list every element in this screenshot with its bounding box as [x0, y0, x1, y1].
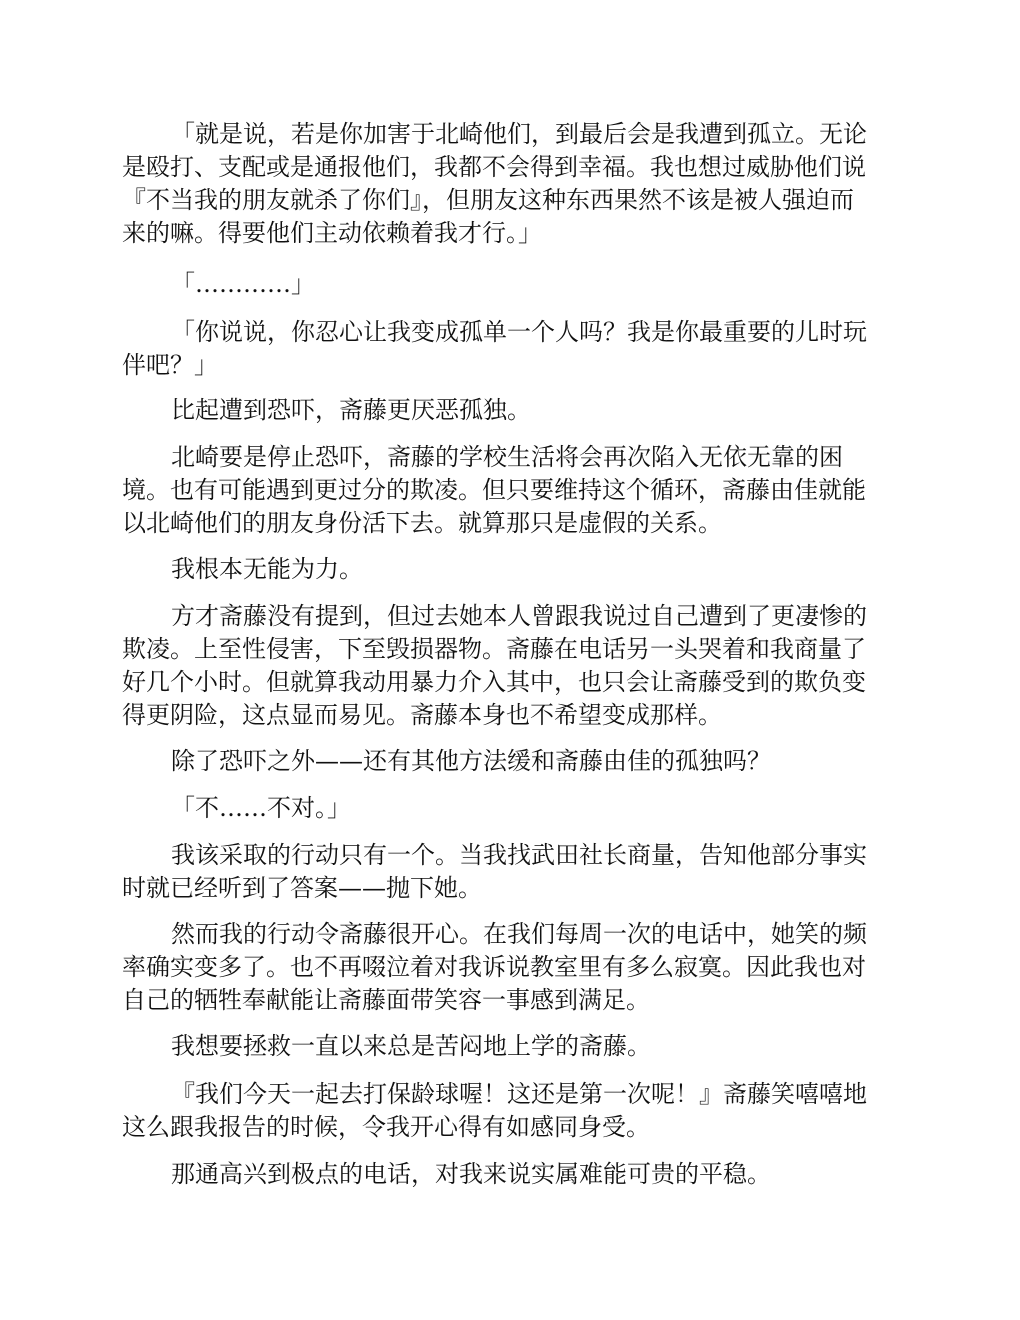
paragraph-2 — [122, 268, 897, 301]
paragraph-7 — [122, 600, 897, 732]
text-line: 「就是说，若是你加害于北崎他们，到最后会是我遭到孤立。无论 — [171, 120, 867, 148]
text-line: 以北崎他们的朋友身份活下去。就算那只是虚假的关系。 — [122, 509, 722, 537]
text-line: 『不当我的朋友就杀了你们』，但朋友这种东西果然不该是被人强迫而 — [122, 186, 854, 214]
text-line: 「…………」 — [171, 270, 315, 298]
text-line: 欺凌。上至性侵害，下至毁损器物。斋藤在电话另一头哭着和我商量了 — [122, 635, 866, 663]
paragraph-12 — [122, 1030, 897, 1063]
text-line: 得更阴险，这点显而易见。斋藤本身也不希望变成那样。 — [122, 701, 722, 729]
text-line: 然而我的行动令斋藤很开心。在我们每周一次的电话中，她笑的频 — [171, 920, 867, 948]
text-line: 自己的牺牲奉献能让斋藤面带笑容一事感到满足。 — [122, 986, 650, 1014]
text-line: 是殴打、支配或是通报他们，我都不会得到幸福。我也想过威胁他们说 — [122, 153, 866, 181]
text-line: 北崎要是停止恐吓，斋藤的学校生活将会再次陷入无依无靠的困 — [171, 443, 843, 471]
text-line: 我想要拯救一直以来总是苦闷地上学的斋藤。 — [171, 1032, 651, 1060]
paragraph-11 — [122, 918, 897, 1017]
paragraph-10 — [122, 839, 897, 905]
text-line: 那通高兴到极点的电话，对我来说实属难能可贵的平稳。 — [171, 1160, 771, 1188]
text-line: 率确实变多了。也不再啜泣着对我诉说教室里有多么寂寞。因此我也对 — [122, 953, 866, 981]
text-line: 来的嘛。得要他们主动依赖着我才行。」 — [122, 219, 542, 247]
paragraph-6 — [122, 553, 897, 586]
paragraph-13 — [122, 1078, 897, 1144]
paragraph-8 — [122, 745, 897, 778]
text-line: 「你说说，你忍心让我变成孤单一个人吗？我是你最重要的儿时玩 — [171, 318, 867, 346]
text-line: 好几个小时。但就算我动用暴力介入其中，也只会让斋藤受到的欺负变 — [122, 668, 866, 696]
text-line: 我根本无能为力。 — [171, 555, 363, 583]
text-line: 『我们今天一起去打保龄球喔！这还是第一次呢！』斋藤笑嘻嘻地 — [171, 1080, 867, 1108]
paragraph-1 — [122, 118, 897, 250]
text-line: 方才斋藤没有提到，但过去她本人曾跟我说过自己遭到了更凄惨的 — [171, 602, 867, 630]
paragraph-3 — [122, 316, 897, 382]
paragraph-5 — [122, 441, 897, 540]
paragraph-14 — [122, 1158, 897, 1191]
text-line: 这么跟我报告的时候，令我开心得有如感同身受。 — [122, 1113, 650, 1141]
text-line: 我该采取的行动只有一个。当我找武田社长商量，告知他部分事实 — [171, 841, 867, 869]
text-line: 伴吧？」 — [122, 351, 218, 379]
text-line: 比起遭到恐吓，斋藤更厌恶孤独。 — [171, 396, 531, 424]
paragraph-9 — [122, 792, 897, 825]
text-line: 除了恐吓之外——还有其他方法缓和斋藤由佳的孤独吗？ — [171, 747, 771, 775]
text-line: 境。也有可能遇到更过分的欺凌。但只要维持这个循环，斋藤由佳就能 — [122, 476, 866, 504]
text-line: 时就已经听到了答案——抛下她。 — [122, 874, 482, 902]
text-line: 「不……不对。」 — [171, 794, 351, 822]
paragraph-4 — [122, 394, 897, 427]
